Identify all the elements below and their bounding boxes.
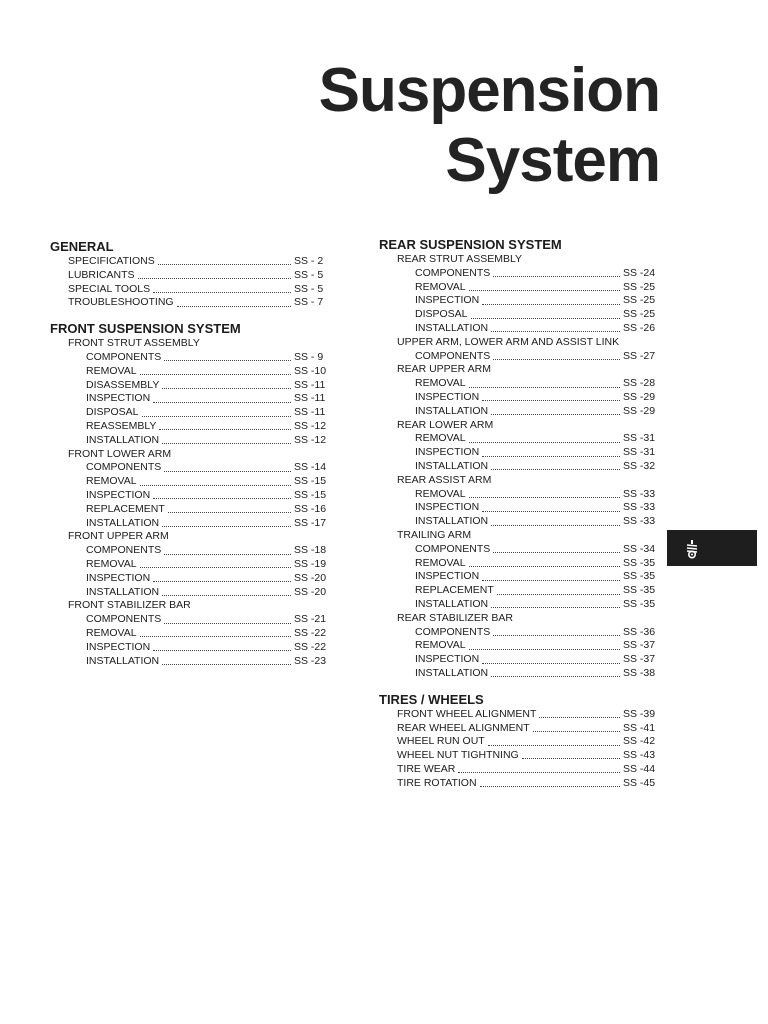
toc-entry-label: INSPECTION <box>415 570 480 583</box>
toc-entry[interactable] <box>379 626 667 640</box>
toc-entry-label: INSTALLATION <box>86 585 160 598</box>
toc-entry[interactable] <box>379 735 667 749</box>
dot-leader <box>469 497 620 498</box>
toc-entry-label: INSTALLATION <box>86 654 160 667</box>
toc-entry-label: REPLACEMENT <box>86 502 165 515</box>
toc-entry-label: REPLACEMENT <box>415 584 494 597</box>
dot-leader <box>480 786 620 787</box>
dot-leader <box>482 663 620 664</box>
toc-entry-page: SS - 5 <box>294 268 324 281</box>
toc-entry-page: SS -15 <box>294 488 327 501</box>
toc-entry-label: SPECIFICATIONS <box>68 255 155 267</box>
dot-leader <box>140 636 291 637</box>
toc-entry[interactable] <box>50 283 338 297</box>
toc-entry[interactable] <box>50 420 338 434</box>
dot-leader <box>177 306 291 307</box>
toc-entry-page: SS - 9 <box>294 350 324 363</box>
dot-leader <box>522 758 620 759</box>
dot-leader <box>162 443 291 444</box>
toc-entry-page: SS -35 <box>623 556 656 569</box>
toc-entry-page: SS -34 <box>623 542 656 555</box>
toc-entry-page: SS -11 <box>294 406 326 419</box>
toc-entry-label: INSTALLATION <box>415 404 489 417</box>
dot-leader <box>493 552 620 553</box>
toc-entry[interactable] <box>50 558 338 572</box>
toc-entry-page: SS - 5 <box>294 282 324 295</box>
subsection-heading: REAR UPPER ARM <box>397 363 491 376</box>
toc-entry-page: SS -33 <box>623 501 656 514</box>
dot-leader <box>458 772 620 773</box>
toc-entry-label: LUBRICANTS <box>68 268 135 281</box>
toc-entry-page: SS -37 <box>623 653 656 666</box>
toc-entry[interactable] <box>379 543 667 557</box>
toc-entry[interactable] <box>50 296 338 310</box>
toc-entry[interactable] <box>50 489 338 503</box>
toc-entry[interactable] <box>379 322 667 336</box>
toc-entry-page: SS -26 <box>623 321 656 334</box>
dot-leader <box>539 717 620 718</box>
toc-entry-page: SS -12 <box>294 419 327 432</box>
section-heading: TIRES / WHEELS <box>379 691 484 707</box>
toc-entry-page: SS -16 <box>294 502 327 515</box>
toc-entry[interactable] <box>379 777 667 791</box>
toc-entry-page: SS -35 <box>623 570 656 583</box>
toc-entry-label: COMPONENTS <box>86 613 162 626</box>
dot-leader <box>488 745 620 746</box>
dot-leader <box>164 554 291 555</box>
dot-leader <box>162 595 291 596</box>
section-tab[interactable] <box>667 530 757 566</box>
toc-entry-label: INSPECTION <box>86 571 151 584</box>
toc-entry-page: SS -18 <box>294 544 327 557</box>
toc-entry-label: DISPOSAL <box>415 308 468 321</box>
toc-entry-label: INSPECTION <box>86 488 151 501</box>
toc-entry[interactable] <box>50 406 338 420</box>
toc-entry-label: INSPECTION <box>86 392 151 405</box>
subsection-heading: FRONT STABILIZER BAR <box>68 599 191 612</box>
toc-entry-label: INSPECTION <box>415 501 480 514</box>
toc-entry-label: INSTALLATION <box>415 459 489 472</box>
dot-leader <box>491 525 620 526</box>
toc-entry[interactable] <box>50 503 338 517</box>
subsection-heading: FRONT UPPER ARM <box>68 530 169 543</box>
toc-entry-label: SPECIAL TOOLS <box>68 282 151 295</box>
toc-entry[interactable] <box>50 655 338 669</box>
dot-leader <box>162 526 291 527</box>
toc-entry-page: SS -31 <box>623 432 656 445</box>
toc-entry-page: SS -39 <box>623 707 656 720</box>
toc-entry[interactable] <box>50 544 338 558</box>
toc-entry-label: REAR WHEEL ALIGNMENT <box>397 721 530 734</box>
toc-entry-page: SS -20 <box>294 585 327 598</box>
toc-entry-page: SS -15 <box>294 475 327 488</box>
toc-entry[interactable] <box>379 446 667 460</box>
toc-right-column <box>379 237 667 790</box>
toc-entry[interactable] <box>379 749 667 763</box>
toc-entry[interactable] <box>50 641 338 655</box>
toc-entry[interactable] <box>50 365 338 379</box>
dot-leader <box>164 471 291 472</box>
dot-leader <box>162 388 291 389</box>
dot-leader <box>153 292 291 293</box>
dot-leader <box>533 731 620 732</box>
subsection-heading: TRAILING ARM <box>397 528 472 541</box>
toc-entry-page: SS -27 <box>623 349 656 362</box>
toc-entry-page: SS -20 <box>294 571 327 584</box>
toc-entry-page: SS -14 <box>294 461 327 474</box>
toc-entry-label: REMOVAL <box>415 487 466 500</box>
toc-entry-page: SS -33 <box>623 515 656 528</box>
toc-entry[interactable] <box>50 392 338 406</box>
toc-entry-page: SS -41 <box>623 721 656 734</box>
toc-entry[interactable] <box>50 255 338 269</box>
dot-leader <box>482 511 620 512</box>
dot-leader <box>471 318 620 319</box>
dot-leader <box>469 387 620 388</box>
toc-entry[interactable] <box>50 627 338 641</box>
toc-entry-label: REMOVAL <box>86 364 137 377</box>
dot-leader <box>491 676 620 677</box>
dot-leader <box>140 485 291 486</box>
toc-entry-label: INSTALLATION <box>86 433 160 446</box>
toc-entry-page: SS -12 <box>294 433 327 446</box>
toc-entry-label: WHEEL NUT TIGHTNING <box>397 749 519 762</box>
toc-entry-label: COMPONENTS <box>415 266 491 279</box>
toc-entry-page: SS -35 <box>623 584 656 597</box>
toc-entry-page: SS -17 <box>294 516 327 529</box>
dot-leader <box>142 416 291 417</box>
dot-leader <box>493 359 620 360</box>
dot-leader <box>153 581 291 582</box>
toc-entry-label: COMPONENTS <box>415 625 491 638</box>
dot-leader <box>153 498 291 499</box>
dot-leader <box>140 567 291 568</box>
toc-entry-page: SS -31 <box>623 446 656 459</box>
toc-entry-page: SS -33 <box>623 487 656 500</box>
section-heading: REAR SUSPENSION SYSTEM <box>379 237 562 252</box>
toc-entry-label: COMPONENTS <box>86 350 162 363</box>
toc-entry-label: INSTALLATION <box>86 516 160 529</box>
toc-entry[interactable] <box>379 708 667 722</box>
toc-entry-page: SS -22 <box>294 626 327 639</box>
toc-entry-page: SS - 7 <box>294 296 324 309</box>
toc-entry[interactable] <box>379 391 667 405</box>
toc-entry-label: TIRE ROTATION <box>397 776 477 789</box>
toc-entry-page: SS -38 <box>623 666 656 679</box>
toc-entry-label: INSPECTION <box>415 390 480 403</box>
dot-leader <box>164 623 291 624</box>
toc-entry[interactable] <box>50 586 338 600</box>
toc-entry[interactable] <box>379 639 667 653</box>
subsection-heading: FRONT LOWER ARM <box>68 447 172 460</box>
toc-entry-label: FRONT WHEEL ALIGNMENT <box>397 707 537 720</box>
toc-entry[interactable] <box>379 267 667 281</box>
dot-leader <box>140 374 291 375</box>
dot-leader <box>168 512 291 513</box>
toc-entry-label: INSTALLATION <box>415 666 489 679</box>
toc-entry[interactable] <box>50 269 338 283</box>
toc-entry-label: COMPONENTS <box>415 349 491 362</box>
toc-entry-page: SS -42 <box>623 735 656 748</box>
dot-leader <box>493 276 620 277</box>
toc-entry-page: SS -21 <box>294 613 327 626</box>
dot-leader <box>493 635 620 636</box>
toc-entry[interactable] <box>379 584 667 598</box>
toc-entry-page: SS -25 <box>623 294 656 307</box>
dot-leader <box>497 594 620 595</box>
toc-entry-page: SS -11 <box>294 378 326 391</box>
dot-leader <box>469 442 620 443</box>
toc-entry[interactable] <box>50 461 338 475</box>
dot-leader <box>153 402 291 403</box>
toc-entry[interactable] <box>379 377 667 391</box>
toc-entry[interactable] <box>50 572 338 586</box>
toc-entry[interactable] <box>379 570 667 584</box>
dot-leader <box>159 429 291 430</box>
toc-entry[interactable] <box>379 281 667 295</box>
toc-entry-label: INSPECTION <box>415 653 480 666</box>
toc-entry-label: REMOVAL <box>415 280 466 293</box>
subsection-heading: REAR LOWER ARM <box>397 418 494 431</box>
toc-entry[interactable] <box>379 722 667 736</box>
toc-entry-page: SS -36 <box>623 625 656 638</box>
toc-entry[interactable] <box>379 598 667 612</box>
toc-entry[interactable] <box>50 351 338 365</box>
dot-leader <box>138 278 291 279</box>
section-heading: FRONT SUSPENSION SYSTEM <box>50 321 241 337</box>
toc-entry[interactable] <box>379 350 667 364</box>
toc-entry-label: REMOVAL <box>86 626 137 639</box>
toc-entry-label: COMPONENTS <box>415 542 491 555</box>
toc-entry-label: REMOVAL <box>415 639 466 652</box>
toc-entry[interactable] <box>50 517 338 531</box>
subsection-heading: FRONT STRUT ASSEMBLY <box>68 337 200 350</box>
dot-leader <box>469 566 620 567</box>
suspension-spring-icon <box>682 539 702 559</box>
dot-leader <box>491 469 620 470</box>
dot-leader <box>158 264 291 265</box>
toc-entry-page: SS -43 <box>623 749 656 762</box>
toc-entry[interactable] <box>379 308 667 322</box>
toc-entry[interactable] <box>50 475 338 489</box>
section-heading: GENERAL <box>50 239 114 254</box>
toc-entry-label: REASSEMBLY <box>86 419 157 432</box>
toc-entry-label: WHEEL RUN OUT <box>397 735 485 748</box>
dot-leader <box>482 400 620 401</box>
toc-entry[interactable] <box>379 294 667 308</box>
toc-entry[interactable] <box>379 432 667 446</box>
toc-entry-label: REMOVAL <box>415 432 466 445</box>
dot-leader <box>491 607 620 608</box>
toc-entry[interactable] <box>50 434 338 448</box>
toc-entry-page: SS -29 <box>623 390 656 403</box>
toc-entry-page: SS -11 <box>294 392 326 405</box>
toc-entry-page: SS -35 <box>623 597 656 610</box>
toc-entry[interactable] <box>379 763 667 777</box>
toc-entry-label: COMPONENTS <box>86 544 162 557</box>
subsection-heading: REAR ASSIST ARM <box>397 473 492 486</box>
dot-leader <box>482 304 620 305</box>
dot-leader <box>164 360 291 361</box>
toc-entry-page: SS -44 <box>623 762 656 775</box>
toc-entry[interactable] <box>50 379 338 393</box>
toc-left-column <box>50 239 338 668</box>
toc-entry[interactable] <box>50 613 338 627</box>
dot-leader <box>469 290 620 291</box>
toc-entry-page: SS -45 <box>623 776 656 789</box>
dot-leader <box>491 331 620 332</box>
toc-entry-page: SS -25 <box>623 280 656 293</box>
subsection-heading: REAR STRUT ASSEMBLY <box>397 253 523 265</box>
toc-entry-page: SS -24 <box>623 266 656 279</box>
dot-leader <box>469 649 620 650</box>
toc-entry-page: SS -32 <box>623 459 656 472</box>
toc-entry-page: SS -29 <box>623 404 656 417</box>
toc-entry-page: SS -25 <box>623 308 656 321</box>
toc-entry-label: DISASSEMBLY <box>86 378 160 391</box>
toc-entry[interactable] <box>379 515 667 529</box>
toc-entry-label: DISPOSAL <box>86 406 139 419</box>
toc-entry-page: SS -22 <box>294 640 327 653</box>
dot-leader <box>491 414 620 415</box>
toc-entry[interactable] <box>379 405 667 419</box>
toc-entry-label: INSPECTION <box>415 446 480 459</box>
toc-entry-page: SS -37 <box>623 639 656 652</box>
page-title-line-2: System <box>445 126 660 195</box>
toc-entry-label: INSTALLATION <box>415 515 489 528</box>
toc-entry-label: REMOVAL <box>415 556 466 569</box>
toc-entry-label: REMOVAL <box>86 475 137 488</box>
dot-leader <box>153 650 291 651</box>
toc-entry[interactable] <box>379 653 667 667</box>
toc-entry[interactable] <box>379 557 667 571</box>
toc-entry-page: SS - 2 <box>294 255 324 267</box>
dot-leader <box>162 664 291 665</box>
toc-entry-label: INSTALLATION <box>415 321 489 334</box>
toc-entry-page: SS -23 <box>294 654 327 667</box>
toc-entry-label: INSPECTION <box>86 640 151 653</box>
toc-entry-label: TROUBLESHOOTING <box>68 296 174 309</box>
toc-entry-label: INSPECTION <box>415 294 480 307</box>
page-title <box>319 56 660 196</box>
toc-entry-label: REMOVAL <box>86 557 137 570</box>
toc-entry-label: INSTALLATION <box>415 597 489 610</box>
dot-leader <box>482 456 620 457</box>
subsection-heading: REAR STABILIZER BAR <box>397 611 513 624</box>
toc-entry-page: SS -19 <box>294 557 327 570</box>
toc-entry[interactable] <box>379 501 667 515</box>
toc-entry-page: SS -28 <box>623 377 656 390</box>
toc-entry[interactable] <box>379 488 667 502</box>
toc-entry[interactable] <box>379 460 667 474</box>
dot-leader <box>482 580 620 581</box>
toc-entry-label: TIRE WEAR <box>397 762 456 775</box>
toc-entry-label: COMPONENTS <box>86 461 162 474</box>
toc-entry-page: SS -10 <box>294 364 327 377</box>
toc-entry-label: REMOVAL <box>415 377 466 390</box>
toc-entry[interactable] <box>379 667 667 681</box>
page-title-line-1: Suspension <box>318 56 660 125</box>
subsection-heading: UPPER ARM, LOWER ARM AND ASSIST LINK <box>397 335 620 348</box>
